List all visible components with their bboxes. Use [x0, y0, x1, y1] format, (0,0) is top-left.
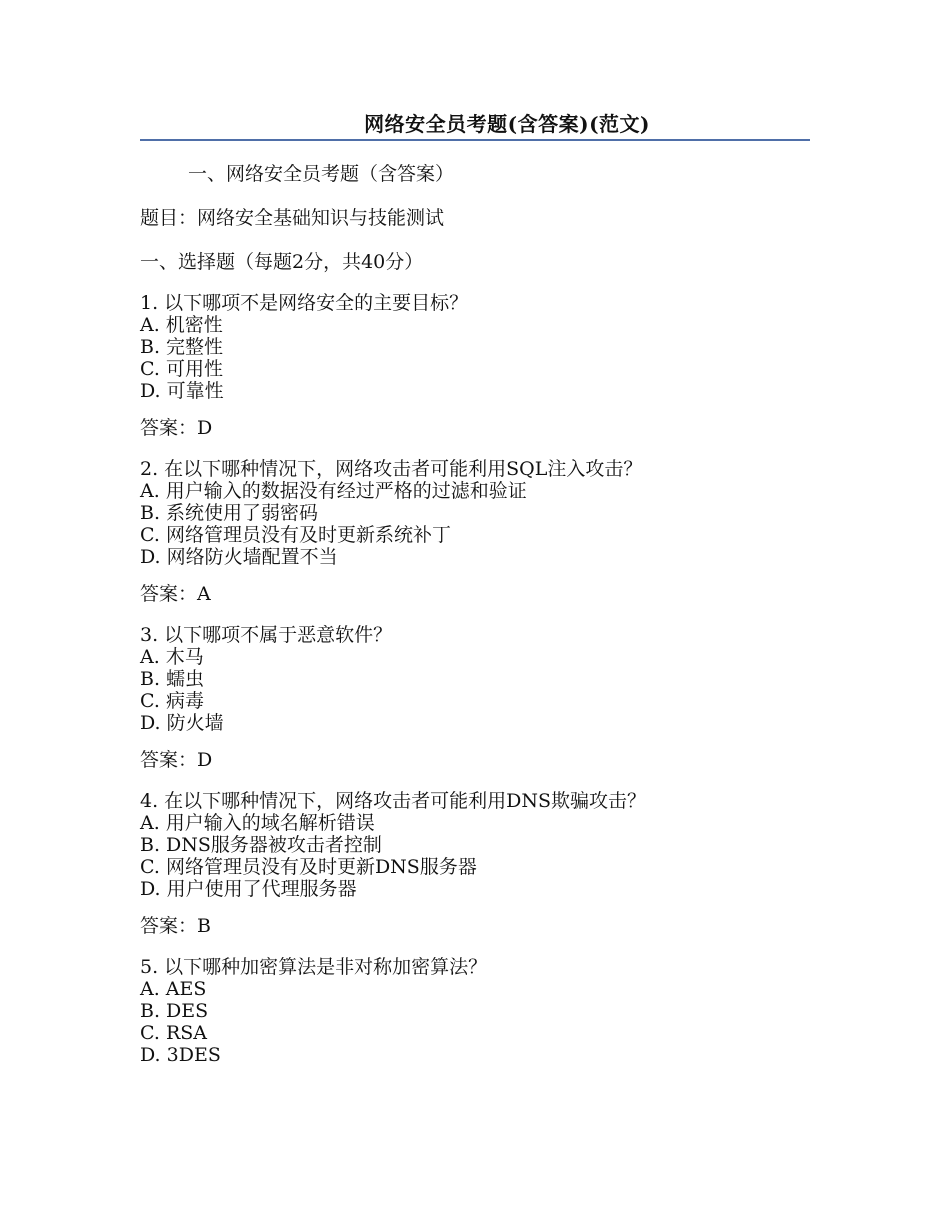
answer-line: 答案：D — [140, 749, 213, 771]
option-d: D. 可靠性 — [140, 380, 224, 402]
option-c: C. 网络管理员没有及时更新系统补丁 — [140, 524, 451, 546]
part-heading: 一、选择题（每题2分，共40分） — [140, 251, 424, 273]
subject-line: 题目：网络安全基础知识与技能测试 — [140, 207, 445, 229]
option-b: B. DNS服务器被攻击者控制 — [140, 834, 382, 856]
document-title: 网络安全员考题(含答案)(范文) — [364, 112, 650, 136]
option-a: A. 用户输入的数据没有经过严格的过滤和验证 — [140, 480, 527, 502]
option-a: A. AES — [140, 978, 207, 1000]
option-a: A. 用户输入的域名解析错误 — [140, 812, 375, 834]
question-text: 4. 在以下哪种情况下，网络攻击者可能利用DNS欺骗攻击？ — [140, 790, 647, 812]
option-c: C. 病毒 — [140, 690, 204, 712]
option-d: D. 3DES — [140, 1044, 221, 1066]
answer-line: 答案：B — [140, 915, 211, 937]
question-1 — [140, 292, 810, 442]
option-a: A. 机密性 — [140, 314, 223, 336]
question-text: 1. 以下哪项不是网络安全的主要目标？ — [140, 292, 469, 314]
option-c: C. RSA — [140, 1022, 207, 1044]
option-b: B. 系统使用了弱密码 — [140, 502, 319, 524]
question-2 — [140, 458, 810, 608]
option-b: B. 蠕虫 — [140, 668, 205, 690]
answer-line: 答案：D — [140, 417, 213, 439]
question-3 — [140, 624, 810, 774]
option-b: B. DES — [140, 1000, 209, 1022]
question-text: 2. 在以下哪种情况下，网络攻击者可能利用SQL注入攻击？ — [140, 458, 643, 480]
answer-line: 答案：A — [140, 583, 211, 605]
option-a: A. 木马 — [140, 646, 204, 668]
section-heading: 一、网络安全员考题（含答案） — [188, 163, 455, 185]
question-5 — [140, 956, 810, 1066]
document-body — [140, 160, 810, 1082]
option-d: D. 防火墙 — [140, 712, 224, 734]
option-c: C. 网络管理员没有及时更新DNS服务器 — [140, 856, 477, 878]
option-b: B. 完整性 — [140, 336, 224, 358]
question-text: 5. 以下哪种加密算法是非对称加密算法？ — [140, 956, 488, 978]
option-d: D. 网络防火墙配置不当 — [140, 546, 338, 568]
question-4 — [140, 790, 810, 940]
option-d: D. 用户使用了代理服务器 — [140, 878, 357, 900]
title-underline — [140, 139, 810, 141]
question-text: 3. 以下哪项不属于恶意软件？ — [140, 624, 393, 646]
option-c: C. 可用性 — [140, 358, 223, 380]
